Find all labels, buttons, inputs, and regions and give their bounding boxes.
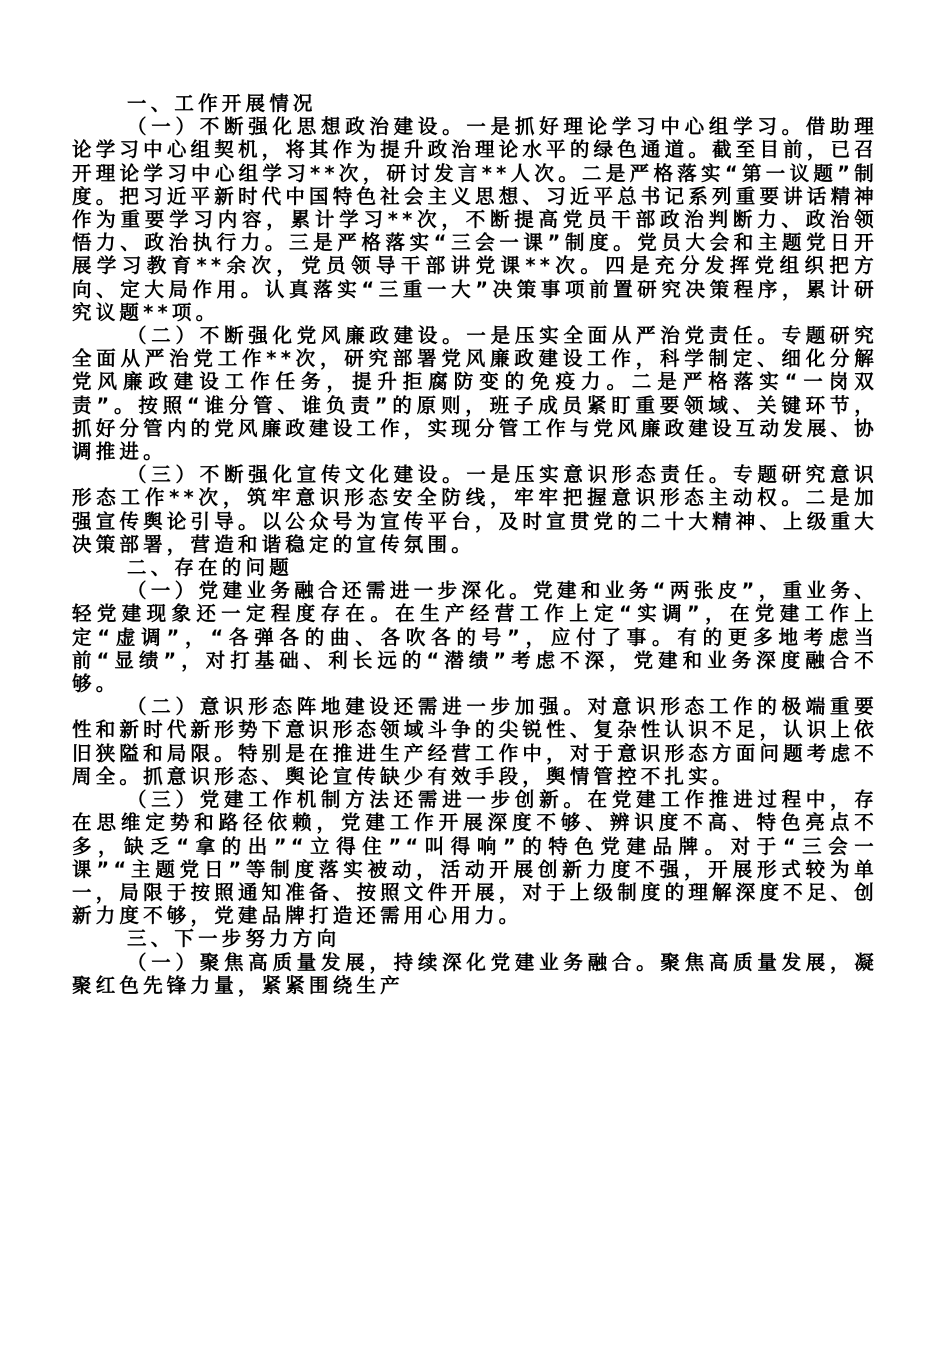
paragraph: （二）意识形态阵地建设还需进一步加强。对意识形态工作的极端重要性和新时代新形势下意识形态领域斗争的尖锐性、复杂性认识不足，认识上依旧狭隘和局限。特别是在推进生产经营工作中，对于意识形态方面问题考虑不周全。抓意识形态、舆论宣传缺少有效手段，舆情管控不扎实。 [72, 695, 878, 788]
paragraph: （一）党建业务融合还需进一步深化。党建和业务“两张皮”，重业务、轻党建现象还一定程度存在。在生产经营工作上定“实调”，在党建工作上定“虚调”，“各弹各的曲、各吹各的号”，应付了事。有的更多地考虑当前“显绩”，对打基础、利长远的“潜绩”考虑不深，党建和业务深度融合不够。 [72, 579, 878, 696]
section-heading: 二、存在的问题 [127, 556, 293, 580]
paragraph: （二）不断强化党风廉政建设。一是压实全面从严治党责任。专题研究全面从严治党工作**次，研究部署党风廉政建设工作，科学制定、细化分解党风廉政建设工作任务，提升拒腐防变的免疫力。二是严格落实“一岗双责”。按照“谁分管、谁负责”的原则，班子成员紧盯重要领域、关键环节，抓好分管内的党风廉政建设工作，实现分管工作与党风廉政建设互动发展、协调推进。 [72, 324, 878, 464]
section-heading: 三、下一步努力方向 [127, 927, 341, 951]
paragraph: （三）不断强化宣传文化建设。一是压实意识形态责任。专题研究意识形态工作**次，筑牢意识形态安全防线，牢牢把握意识形态主动权。二是加强宣传舆论引导。以公众号为宣传平台，及时宣贯党的二十大精神、上级重大决策部署，营造和谐稳定的宣传氛围。 [72, 463, 878, 556]
paragraph: （一）聚焦高质量发展，持续深化党建业务融合。聚焦高质量发展，凝聚红色先锋力量，紧紧围绕生产 [72, 950, 878, 997]
section-heading: 一、工作开展情况 [127, 92, 317, 115]
paragraph: （三）党建工作机制方法还需进一步创新。在党建工作推进过程中，存在思维定势和路径依赖，党建工作开展深度不够、辨识度不高、特色亮点不多，缺乏“拿的出”“立得住”“叫得响”的特色党建品牌。对于“三会一课”“主题党日”等制度落实被动，活动开展创新力度不强，开展形式较为单一，局限于按照通知准备、按照文件开展，对于上级制度的理解深度不足、创新力度不够，党建品牌打造还需用心用力。 [72, 788, 878, 928]
document-body [72, 92, 878, 997]
paragraph: （一）不断强化思想政治建设。一是抓好理论学习中心组学习。借助理论学习中心组契机，将其作为提升政治理论水平的绿色通道。截至目前，已召开理论学习中心组学习**次，研讨发言**人次。二是严格落实“第一议题”制度。把习近平新时代中国特色社会主义思想、习近平总书记系列重要讲话精神作为重要学习内容，累计学习**次，不断提高党员干部政治判断力、政治领悟力、政治执行力。三是严格落实“三会一课”制度。党员大会和主题党日开展学习教育**余次，党员领导干部讲党课**次。四是充分发挥党组织把方向、定大局作用。认真落实“三重一大”决策事项前置研究决策程序，累计研究议题**项。 [72, 115, 878, 324]
